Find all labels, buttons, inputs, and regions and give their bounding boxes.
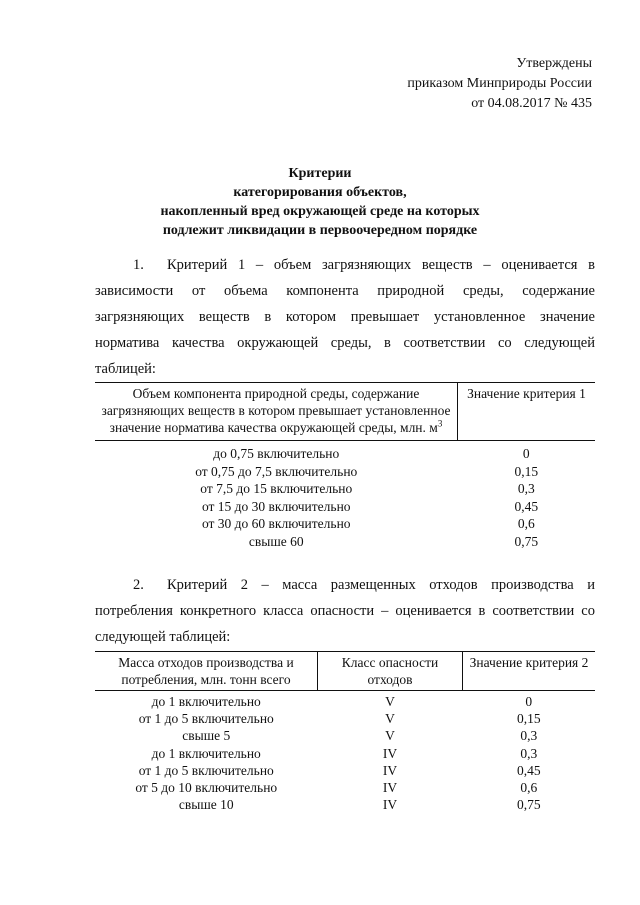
table2-header-value: Значение критерия 2: [463, 652, 596, 691]
table1-header-volume: Объем компонента природной среды, содержание загрязняющих веществ в котором превышает установленное значение норматива качества окружающей среды, млн. $м^3$: [95, 383, 458, 441]
table1-cell-value: 0,3: [517, 481, 535, 496]
approval-line-3: от 04.08.2017 № 435: [471, 96, 592, 111]
table2-cell-class: V: [385, 728, 395, 744]
table1-cell-range: от 30 до 60 включительно: [201, 516, 351, 531]
table-row: [95, 533, 595, 551]
title-line-3: накопленный вред окружающей среде на которых: [160, 204, 480, 219]
title-line-1: Критерии: [288, 166, 352, 181]
table1-cell-range: свыше 60: [248, 533, 304, 549]
table2-cell-mass: от 5 до 10 включительно: [135, 780, 278, 796]
title-line-2: категорирования объектов,: [233, 185, 407, 200]
paragraph-2-text: Критерий 2 – масса размещенных отходов производства и потребления конкретного класса опасности – оценивается в соответствии со следующей таблицей:: [95, 577, 595, 645]
table1-cell-range: от 0,75 до 7,5 включительно: [195, 463, 358, 479]
table-row: [95, 727, 595, 744]
table-row: [95, 498, 595, 516]
table1-cell-range: от 15 до 30 включительно: [201, 498, 351, 514]
table2-cell-mass: от 1 до 5 включительно: [138, 711, 274, 727]
table-row: [95, 762, 595, 779]
paragraph-2: [95, 572, 595, 650]
table-row: [95, 710, 595, 727]
approval-block: [407, 54, 592, 114]
table-criterion-1: [95, 382, 595, 550]
table2-cell-mass: до 1 включительно: [151, 745, 261, 761]
table2-cell-class: V: [385, 711, 395, 727]
table-row: [95, 463, 595, 481]
document-title: [0, 164, 640, 240]
approval-line-1: Утверждены: [516, 56, 592, 71]
table2-cell-mass: до 1 включительно: [151, 694, 261, 709]
table2-cell-value: 0,3: [520, 728, 538, 744]
paragraph-1: [95, 252, 595, 382]
table2-cell-value: 0,15: [516, 711, 541, 727]
table-row: [95, 515, 595, 533]
table2-cell-class: V: [385, 694, 395, 709]
table1-cell-range: от 7,5 до 15 включительно: [200, 481, 353, 496]
table1-cell-value: 0,6: [517, 516, 535, 531]
table2-cell-value: 0,45: [516, 762, 541, 778]
table2-cell-class: IV: [382, 762, 398, 778]
table-row: [95, 745, 595, 762]
approval-line-2: приказом Минприроды России: [407, 76, 592, 91]
table1-cell-value: 0: [522, 446, 530, 461]
table-row: [95, 779, 595, 796]
table-criterion-2: [95, 651, 595, 813]
table2-cell-value: 0,75: [516, 797, 541, 813]
paragraph-2-number: 2.: [133, 577, 144, 593]
table-row: [95, 480, 595, 498]
table1-cell-value: 0,15: [514, 463, 539, 479]
table-row: [95, 441, 595, 463]
table2-cell-mass: свыше 10: [178, 797, 234, 813]
table2-cell-value: 0: [525, 694, 533, 709]
table-row: [95, 796, 595, 813]
table2-cell-mass: от 1 до 5 включительно: [138, 762, 274, 778]
table2-cell-value: 0,3: [520, 745, 538, 761]
paragraph-1-number: 1.: [133, 257, 144, 273]
table2-cell-class: IV: [382, 797, 398, 813]
title-line-4: подлежит ликвидации в первоочередном порядке: [162, 223, 478, 238]
table2-header-class: Класс опасности отходов: [318, 652, 463, 691]
table1-cell-range: до 0,75 включительно: [213, 446, 340, 461]
table2-cell-mass: свыше 5: [182, 728, 231, 744]
table2-cell-class: IV: [382, 745, 398, 761]
table2-cell-class: IV: [382, 780, 398, 796]
table1-cell-value: 0,75: [514, 533, 539, 549]
table-row: [95, 691, 595, 711]
table1-header-value: Значение критерия 1: [458, 383, 596, 441]
table2-cell-value: 0,6: [520, 780, 538, 796]
paragraph-1-text: Критерий 1 – объем загрязняющих веществ – оценивается в зависимости от объема компонента природной среды, содержание загрязняющих веществ в котором превышает установленное значение норматива качества окружающей среды, в соответствии со следующей таблицей:: [95, 257, 595, 377]
table2-header-mass: Масса отходов производства и потребления, млн. тонн всего: [95, 652, 318, 691]
table1-cell-value: 0,45: [514, 498, 539, 514]
